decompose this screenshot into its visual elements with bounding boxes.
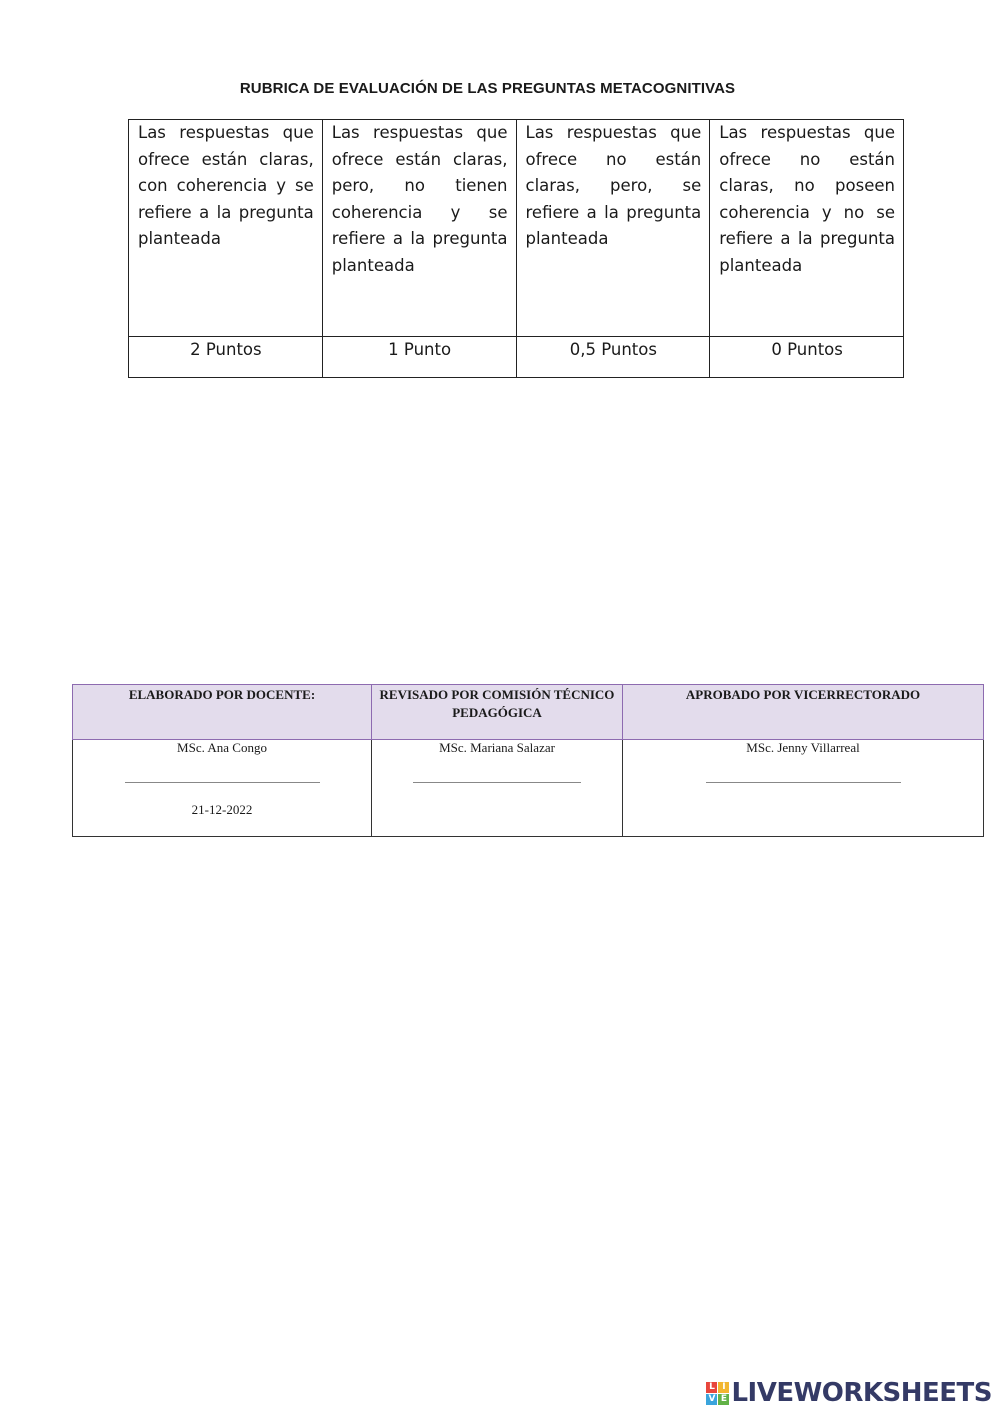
document-title: RUBRICA DE EVALUACIÓN DE LAS PREGUNTAS METACOGNITIVAS: [239, 80, 736, 97]
signature-cell-docente: [73, 740, 372, 837]
points-cell: 2 Puntos: [129, 337, 323, 378]
signature-cell-comision: [372, 740, 623, 837]
rubric-cell: [322, 120, 516, 337]
header-aprobado: APROBADO POR VICERRECTORADO: [623, 685, 984, 740]
logo-icon: [706, 1382, 729, 1405]
rubric-cell: [516, 120, 710, 337]
criterion-text: Las respuestas que ofrece están claras, con coherencia y se refiere a la pregunta planteada: [138, 123, 314, 248]
criterion-text: Las respuestas que ofrece están claras, pero, no tienen coherencia y se refiere a la pregunta planteada: [331, 123, 508, 275]
signer-name: MSc. Jenny Villarreal: [746, 740, 860, 755]
rubric-criteria-row: [129, 120, 904, 337]
points-cell: 0,5 Puntos: [516, 337, 710, 378]
points-cell: 1 Punto: [322, 337, 516, 378]
criterion-text: Las respuestas que ofrece no están claras, pero, se refiere a la pregunta planteada: [525, 123, 702, 248]
rubric-cell: [710, 120, 904, 337]
approval-header-row: [73, 685, 984, 740]
criterion-text: Las respuestas que ofrece no están claras, no poseen coherencia y no se refiere a la pregunta planteada: [719, 123, 895, 275]
header-elaborado: ELABORADO POR DOCENTE:: [73, 685, 372, 740]
signature-line: [413, 782, 581, 783]
approval-date: 21-12-2022: [191, 802, 253, 817]
rubric-cell: [129, 120, 323, 337]
logo-letter: I: [718, 1382, 729, 1393]
signer-name: MSc. Ana Congo: [177, 740, 267, 755]
signature-line: [706, 782, 901, 783]
approval-table: [72, 684, 984, 837]
brand-name: LIVEWORKSHEETS: [731, 1378, 992, 1408]
approval-signature-row: [73, 740, 984, 837]
header-revisado: REVISADO POR COMISIÓN TÉCNICO PEDAGÓGICA: [372, 685, 623, 740]
signer-name: MSc. Mariana Salazar: [439, 740, 555, 755]
rubric-table: [128, 119, 904, 378]
rubric-points-row: [129, 337, 904, 378]
points-cell: 0 Puntos: [710, 337, 904, 378]
signature-cell-vicerrectorado: [623, 740, 984, 837]
liveworksheets-logo: [706, 1376, 992, 1410]
logo-letter: L: [706, 1382, 717, 1393]
logo-letter: E: [718, 1394, 729, 1405]
signature-line: [125, 782, 320, 783]
logo-letter: V: [706, 1394, 717, 1405]
